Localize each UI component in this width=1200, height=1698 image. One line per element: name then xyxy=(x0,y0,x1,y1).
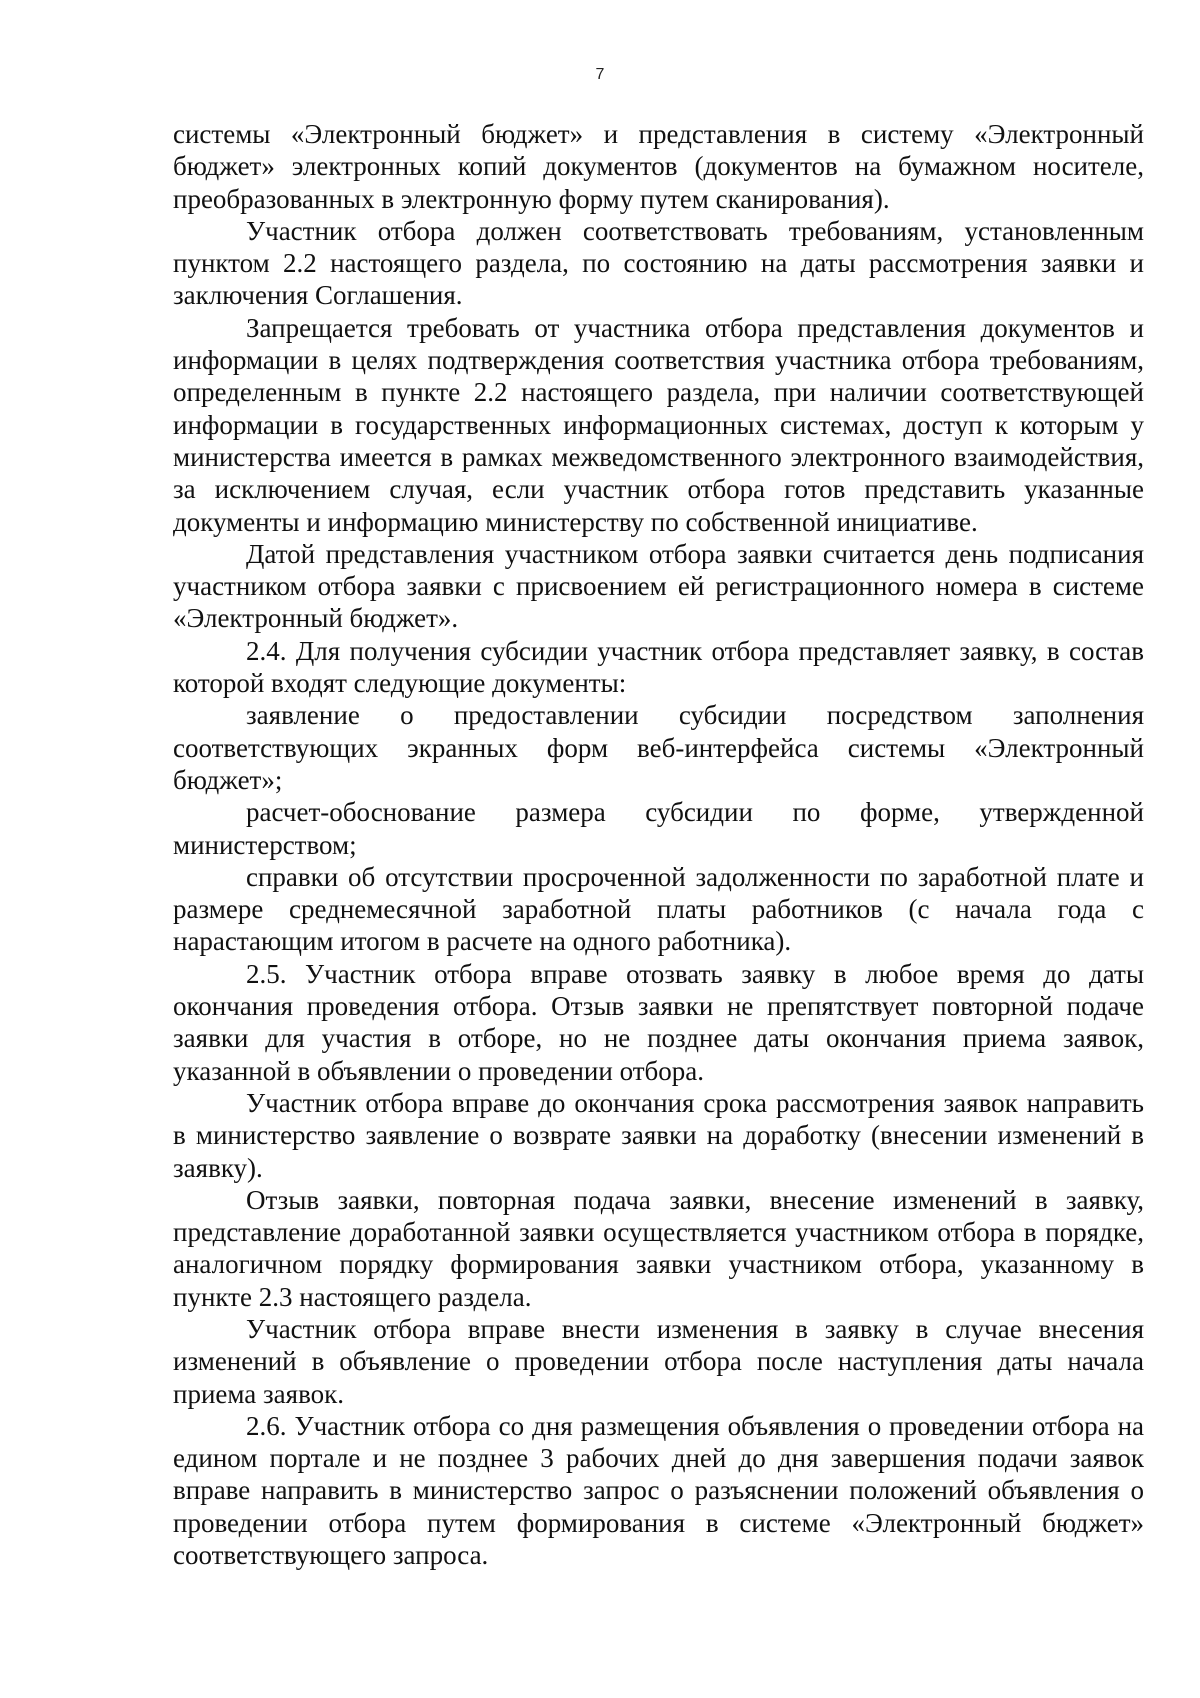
list-item: расчет-обоснование размера субсидии по форме, утвержденной министерством; xyxy=(173,797,1144,860)
paragraph: Датой представления участником отбора заявки считается день подписания участником отбора заявки с присвоением ей регистрационного номера в системе «Электронный бюджет». xyxy=(173,538,1144,634)
paragraph: Участник отбора вправе до окончания срока рассмотрения заявок направить в министерство заявление о возврате заявки на доработку (внесении изменений в заявку). xyxy=(173,1087,1144,1183)
list-item: заявление о предоставлении субсидии посредством заполнения соответствующих экранных форм веб-интерфейса системы «Электронный бюджет»; xyxy=(173,700,1144,795)
document-body xyxy=(173,118,1144,1571)
paragraph: Запрещается требовать от участника отбора представления документов и информации в целях подтверждения соответствия участника отбора требованиям, определенным в пункте 2.2 настоящего раздела, при наличии соответствующей информации в государственных информационных системах, доступ к которым у министерства имеется в рамках межведомственного электронного взаимодействия, за исключением случая, если участник отбора готов представить указанные документы и информацию министерству по собственной инициативе. xyxy=(173,312,1144,537)
paragraph: Отзыв заявки, повторная подача заявки, внесение изменений в заявку, представление доработанной заявки осуществляется участником отбора в порядке, аналогичном порядку формирования заявки участником отбора, указанному в пункте 2.3 настоящего раздела. xyxy=(173,1184,1144,1312)
paragraph: Участник отбора должен соответствовать требованиям, установленным пунктом 2.2 настоящего раздела, по состоянию на даты рассмотрения заявки и заключения Соглашения. xyxy=(173,215,1144,311)
paragraph: системы «Электронный бюджет» и представления в систему «Электронный бюджет» электронных копий документов (документов на бумажном носителе, преобразованных в электронную форму путем сканирования). xyxy=(173,119,1144,214)
page-number: 7 xyxy=(595,66,605,83)
list-item: справки об отсутствии просроченной задолженности по заработной плате и размере среднемесячной заработной платы работников (с начала года с нарастающим итогом в расчете на одного работника). xyxy=(173,861,1144,957)
paragraph: 2.6. Участник отбора со дня размещения объявления о проведении отбора на едином портале и не позднее 3 рабочих дней до дня завершения подачи заявок вправе направить в министерство запрос о разъяснении положений объявления о проведении отбора путем формирования в системе «Электронный бюджет» соответствующего запроса. xyxy=(173,1410,1144,1571)
paragraph: Участник отбора вправе внести изменения в заявку в случае внесения изменений в объявление о проведении отбора после наступления даты начала приема заявок. xyxy=(173,1313,1144,1409)
paragraph: 2.5. Участник отбора вправе отозвать заявку в любое время до даты окончания проведения отбора. Отзыв заявки не препятствует повторной подаче заявки для участия в отборе, но не позднее даты окончания приема заявок, указанной в объявлении о проведении отбора. xyxy=(173,958,1144,1086)
paragraph: 2.4. Для получения субсидии участник отбора представляет заявку, в состав которой входят следующие документы: xyxy=(173,635,1144,699)
